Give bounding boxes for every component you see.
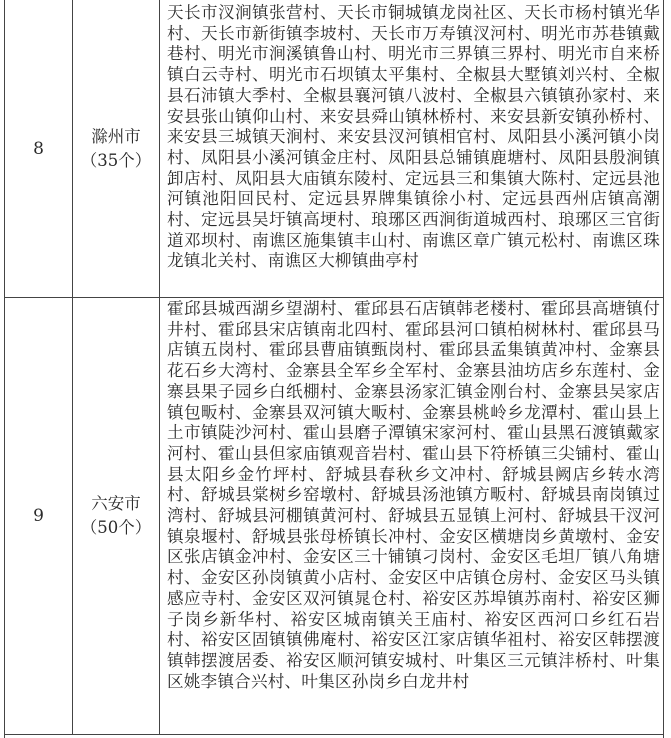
row-index: 9	[33, 506, 44, 526]
city-cell	[73, 298, 160, 734]
table-row	[5, 298, 663, 735]
village-list-table	[4, 0, 664, 738]
row-index-cell	[5, 0, 73, 297]
city-name: 滁州市（35个）	[80, 126, 152, 170]
villages-text: 天长市汊涧镇张营村、天长市铜城镇龙岗社区、天长市杨村镇光华村、天长市新街镇李坡村、天长市万寿镇汊河村、明光市苏巷镇戴巷村、明光市涧溪镇鲁山村、明光市三界镇三界村、明光市自来桥镇白云寺村、明光市石坝镇太平集村、全椒县大墅镇刘兴村、全椒县石沛镇大季村、全椒县襄河镇八波村、全椒县六镇镇孙家村、来安县张山镇仰山村、来安县舜山镇林桥村、来安县新安镇孙桥村、来安县三城镇天涧村、来安县汊河镇相官村、凤阳县小溪河镇小岗村、凤阳县小溪河镇金庄村、凤阳县总铺镇鹿塘村、凤阳县殷涧镇卸店村、凤阳县大庙镇东陵村、定远县三和集镇大陈村、定远县池河镇池阳回民村、定远县界牌集镇徐小村、定远县西州店镇高潮村、定远县吴圩镇高埂村、琅琊区西涧街道城西村、琅琊区三官街道邓坝村、南谯区施集镇丰山村、南谯区章广镇元松村、南谯区珠龙镇北关村、南谯区大柳镇曲亭村	[167, 3, 660, 271]
villages-text: 霍邱县城西湖乡望湖村、霍邱县石店镇韩老楼村、霍邱县高塘镇付井村、霍邱县宋店镇南北四村、霍邱县河口镇柏树林村、霍邱县马店镇五岗村、霍邱县曹庙镇甄岗村、霍邱县孟集镇黄冲村、金寨县花石乡大湾村、金寨县全军乡全军村、金寨县油坊店乡东莲村、金寨县果子园乡白纸棚村、金寨县汤家汇镇金刚台村、金寨县吴家店镇包畈村、金寨县双河镇大畈村、金寨县桃岭乡龙潭村、霍山县上土市镇陡沙河村、霍山县磨子潭镇宋家河村、霍山县黑石渡镇戴家河村、霍山县但家庙镇观音岩村、霍山县下符桥镇三尖铺村、霍山县太阳乡金竹坪村、舒城县春秋乡文冲村、舒城县阙店乡转水湾村、舒城县棠树乡窑墩村、舒城县汤池镇方畈村、舒城县南岗镇过湾村、舒城县河棚镇黄河村、舒城县五显镇上河村、舒城县干汊河镇泉堰村、舒城县张母桥镇长冲村、金安区横塘岗乡黄墩村、金安区张店镇金冲村、金安区三十铺镇刁岗村、金安区毛坦厂镇八角塘村、金安区孙岗镇黄小店村、金安区中店镇仓房村、金安区马头镇感应寺村、金安区双河镇晁仓村、裕安区苏埠镇苏南村、裕安区狮子岗乡新华村、裕安区城南镇关王庙村、裕安区西河口乡红石岩村、裕安区固镇镇佛庵村、裕安区江家店镇华祖村、裕安区韩摆渡镇韩摆渡居委、裕安区顺河镇安城村、叶集区三元镇沣桥村、叶集区姚李镇合兴村、叶集区孙岗乡白龙井村	[167, 299, 660, 691]
villages-cell	[160, 0, 663, 297]
table-row	[5, 0, 663, 298]
city-name: 六安市（50个）	[80, 494, 152, 537]
row-index: 8	[33, 138, 44, 159]
city-cell	[73, 0, 160, 297]
villages-cell	[160, 298, 663, 734]
row-index-cell	[5, 298, 73, 734]
